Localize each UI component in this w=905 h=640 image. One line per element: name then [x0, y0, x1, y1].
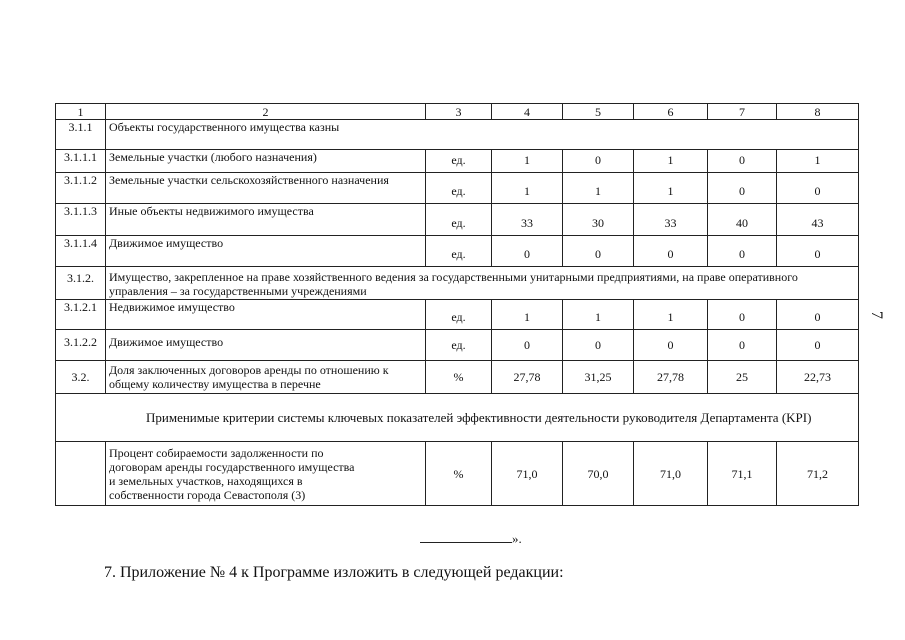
row-code: 3.1.2.1 — [56, 300, 106, 330]
row-value: 1 — [634, 150, 708, 173]
row-value: 0 — [634, 330, 708, 361]
table-row — [56, 361, 859, 394]
row-name: Земельные участки сельскохозяйственного назначения — [106, 173, 426, 204]
col-header: 8 — [777, 104, 859, 120]
col-header: 5 — [563, 104, 634, 120]
row-code: 3.1.1.2 — [56, 173, 106, 204]
row-value: 71,1 — [708, 442, 777, 506]
row-value: 0 — [563, 330, 634, 361]
row-value: 25 — [708, 361, 777, 394]
col-header: 4 — [492, 104, 563, 120]
row-value: 31,25 — [563, 361, 634, 394]
table-row — [56, 236, 859, 267]
row-value: 40 — [708, 204, 777, 236]
row-value: 43 — [777, 204, 859, 236]
row-value: 0 — [708, 150, 777, 173]
col-header: 3 — [426, 104, 492, 120]
row-unit: ед. — [426, 330, 492, 361]
section-title: Объекты государственного имущества казны — [106, 120, 859, 150]
row-value: 0 — [634, 236, 708, 267]
row-name: Процент собираемости задолженности по договорам аренды государственного имущества и земельных участков, находящихся в собственности города Севастополя (3) — [106, 442, 426, 506]
row-code: 3.1.1.1 — [56, 150, 106, 173]
row-value: 1 — [634, 173, 708, 204]
row-name: Иные объекты недвижимого имущества — [106, 204, 426, 236]
row-value: 1 — [492, 150, 563, 173]
row-value: 0 — [492, 330, 563, 361]
row-value: 1 — [563, 173, 634, 204]
table-row — [56, 300, 859, 330]
row-unit: % — [426, 442, 492, 506]
row-value: 1 — [777, 150, 859, 173]
col-header: 6 — [634, 104, 708, 120]
row-value: 33 — [634, 204, 708, 236]
row-unit: ед. — [426, 300, 492, 330]
row-value: 71,2 — [777, 442, 859, 506]
row-name: Движимое имущество — [106, 236, 426, 267]
section-row — [56, 120, 859, 150]
row-unit: ед. — [426, 173, 492, 204]
closing-quote — [420, 531, 522, 547]
paragraph-7: 7. Приложение № 4 к Программе изложить в следующей редакции: — [104, 564, 564, 581]
col-header: 2 — [106, 104, 426, 120]
row-value: 30 — [563, 204, 634, 236]
data-table — [55, 103, 859, 506]
row-unit: % — [426, 361, 492, 394]
row-code: 3.1.1 — [56, 120, 106, 150]
row-value: 0 — [708, 330, 777, 361]
page-number: 7 — [868, 311, 885, 319]
row-code: 3.1.1.4 — [56, 236, 106, 267]
row-value: 0 — [777, 300, 859, 330]
kpi-row — [56, 442, 859, 506]
table-row — [56, 150, 859, 173]
row-name: Движимое имущество — [106, 330, 426, 361]
row-unit: ед. — [426, 236, 492, 267]
row-code: 3.1.1.3 — [56, 204, 106, 236]
row-value: 0 — [492, 236, 563, 267]
row-name: Доля заключенных договоров аренды по отношению к общему количеству имущества в перечне — [106, 361, 426, 394]
row-value: 70,0 — [563, 442, 634, 506]
row-value: 0 — [777, 173, 859, 204]
row-value: 1 — [634, 300, 708, 330]
col-header: 1 — [56, 104, 106, 120]
row-value: 71,0 — [634, 442, 708, 506]
section-title: Имущество, закрепленное на праве хозяйственного ведения за государственными унитарными предприятиями, на праве оперативного управления – за государственными учреждениями — [106, 267, 859, 300]
row-value: 0 — [777, 330, 859, 361]
closing-mark: ». — [512, 531, 522, 546]
row-value: 1 — [492, 300, 563, 330]
row-value: 0 — [708, 173, 777, 204]
row-value: 1 — [492, 173, 563, 204]
header-row — [56, 104, 859, 120]
row-unit: ед. — [426, 150, 492, 173]
section-row — [56, 267, 859, 300]
row-value: 0 — [563, 150, 634, 173]
row-name: Недвижимое имущество — [106, 300, 426, 330]
row-code: 3.1.2.2 — [56, 330, 106, 361]
col-header: 7 — [708, 104, 777, 120]
row-value: 0 — [563, 236, 634, 267]
row-value: 1 — [563, 300, 634, 330]
row-value: 27,78 — [492, 361, 563, 394]
table-row — [56, 330, 859, 361]
kpi-header-row — [56, 394, 859, 442]
blank-line — [420, 532, 512, 543]
row-unit: ед. — [426, 204, 492, 236]
row-value: 33 — [492, 204, 563, 236]
row-value: 71,0 — [492, 442, 563, 506]
row-code: 3.2. — [56, 361, 106, 394]
row-code — [56, 442, 106, 506]
row-value: 0 — [708, 236, 777, 267]
row-value: 0 — [708, 300, 777, 330]
table-row — [56, 204, 859, 236]
table-row — [56, 173, 859, 204]
row-code: 3.1.2. — [56, 267, 106, 300]
row-name: Земельные участки (любого назначения) — [106, 150, 426, 173]
row-value: 22,73 — [777, 361, 859, 394]
row-value: 27,78 — [634, 361, 708, 394]
row-value: 0 — [777, 236, 859, 267]
kpi-header: Применимые критерии системы ключевых показателей эффективности деятельности руководителя Департамента (KPI) — [56, 394, 859, 442]
